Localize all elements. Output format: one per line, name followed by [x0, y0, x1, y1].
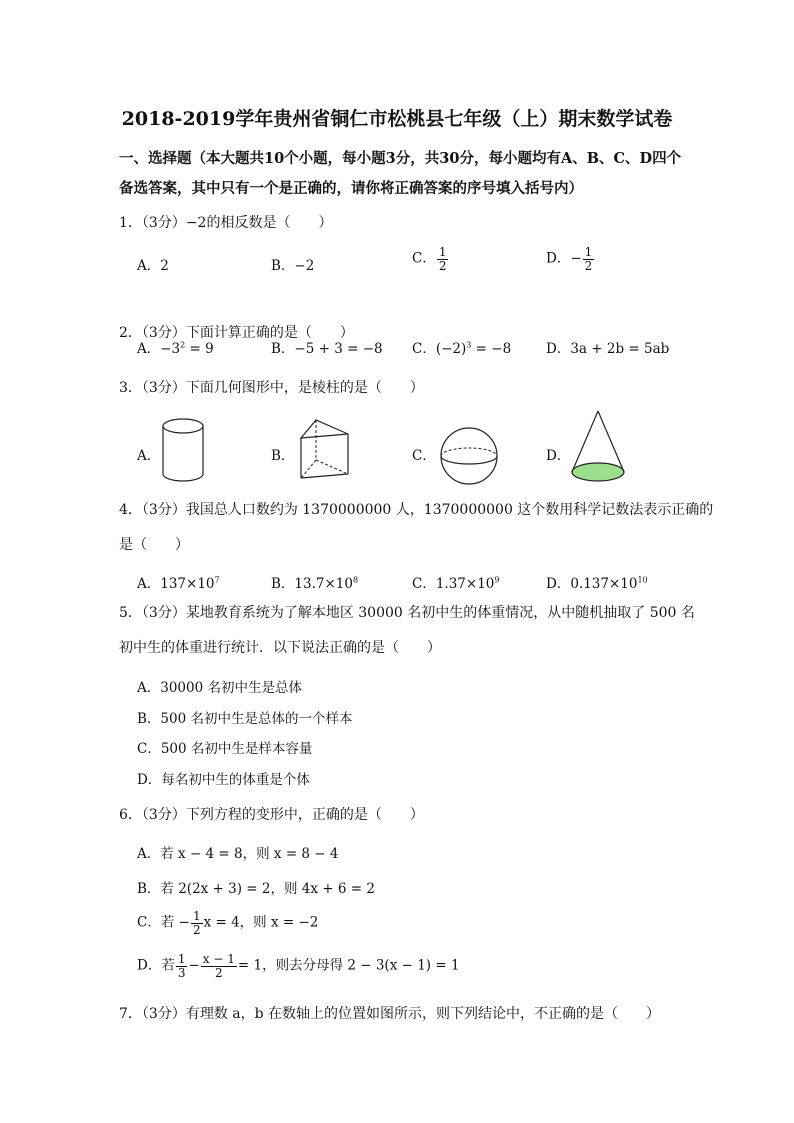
- fraction: $\frac{1}{3}$: [177, 952, 186, 980]
- q6-option-a: A．若 x − 4 = 8，则 x = 8 − 4: [137, 846, 339, 862]
- fraction: $\frac{x - 1}{2}$: [202, 952, 235, 980]
- q2-option-d: D．3a + 2b = 5ab: [546, 341, 670, 357]
- q3-option-c: C．: [412, 448, 436, 464]
- q1-option-d: D．− $\frac{1}{2}$: [546, 245, 593, 273]
- q4-stem-line1: 4．（3分）我国总人口数约为 1370000000 人，1370000000 这个数用科学记数法表示正确的: [119, 502, 714, 518]
- q6-option-d: D．若 $\frac{1}{3}$ − $\frac{x - 1}{2}$ = 1，则去分母得 2 − 3(x − 1) = 1: [137, 952, 460, 980]
- q5-option-a: A．30000 名初中生是总体: [137, 680, 302, 696]
- fraction: $\frac{1}{2}$: [584, 245, 593, 273]
- q3-stem: 3．（3分）下面几何图形中，是棱柱的是（ ）: [119, 380, 424, 396]
- q4-stem-line2: 是（ ）: [119, 537, 189, 553]
- q1-stem: 1．（3分）−2的相反数是（ ）: [119, 215, 333, 231]
- q4-option-a: A．$137\times 10^7$: [137, 575, 220, 592]
- q6-option-c: C．若 − $\frac{1}{2}$ x = 4，则 x = −2: [137, 909, 319, 937]
- q3-option-a: A．: [137, 448, 161, 464]
- q5-option-b: B．500 名初中生是总体的一个样本: [137, 711, 353, 727]
- section-header-line2: 备选答案，其中只有一个是正确的，请你将正确答案的序号填入括号内）: [119, 180, 583, 197]
- q6-stem: 6．（3分）下列方程的变形中，正确的是（ ）: [119, 807, 424, 823]
- q4-option-b: B．$13.7\times 10^8$: [271, 575, 359, 592]
- fraction: $\frac{1}{2}$: [192, 909, 201, 937]
- q4-option-d: D．$0.137\times 10^{10}$: [546, 575, 648, 592]
- q7-stem: 7．（3分）有理数 a，b 在数轴上的位置如图所示，则下列结论中，不正确的是（ ）: [119, 1006, 661, 1022]
- cone-figure: [566, 408, 630, 488]
- q3-option-b: B．: [271, 448, 295, 464]
- q5-stem-line1: 5．（3分）某地教育系统为了解本地区 30000 名初中生的体重情况，从中随机抽取了 500 名: [119, 605, 695, 621]
- q6-option-b: B．若 2(2x + 3) = 2，则 4x + 6 = 2: [137, 881, 375, 897]
- section-header-line1: 一、选择题（本大题共10个小题，每小题3分，共30分，每小题均有A、B、C、D四个: [119, 150, 682, 167]
- q4-option-c: C．$1.37\times 10^9$: [412, 575, 500, 592]
- q2-option-c: C．$(-2)^3 = -8$: [412, 340, 512, 357]
- sphere-figure: [436, 426, 502, 486]
- q2-option-b: B．−5 + 3 = −8: [271, 341, 383, 357]
- q2-option-a: A．$-3^2 = 9$: [137, 340, 214, 357]
- q2-stem: 2．（3分）下面计算正确的是（ ）: [119, 325, 354, 341]
- q5-option-d: D．每名初中生的体重是个体: [137, 772, 310, 788]
- q1-option-b: B．−2: [271, 258, 315, 274]
- q5-option-c: C．500 名初中生是样本容量: [137, 741, 313, 757]
- q1-option-c: C． $\frac{1}{2}$: [412, 245, 447, 273]
- cylinder-figure: [160, 416, 208, 484]
- q5-stem-line2: 初中生的体重进行统计．以下说法正确的是（ ）: [119, 640, 441, 656]
- q3-option-d: D．: [546, 448, 571, 464]
- fraction: $\frac{1}{2}$: [438, 245, 447, 273]
- page-title: 2018-2019学年贵州省铜仁市松桃县七年级（上）期末数学试卷: [121, 108, 673, 130]
- triangular-prism-figure: [296, 416, 354, 484]
- q1-option-a: A．2: [137, 258, 169, 274]
